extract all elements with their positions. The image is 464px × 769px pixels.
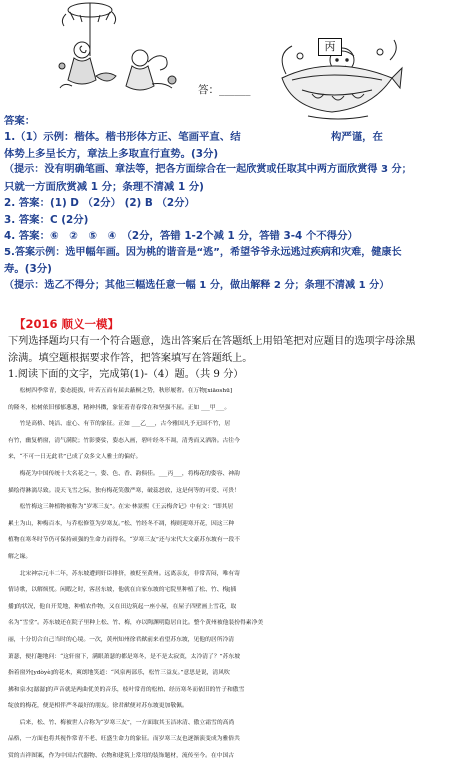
question-intro: 1.阅读下面的文字，完成第(1)-（4）题。（共 9 分） <box>8 369 244 380</box>
passage-line: 松树四季常青，姿态挺拔，叶若五而有届去蔽桐之势，秋形履奢。在万物[xiāoshū] <box>8 388 233 394</box>
answer-line-6: 3. 答案：C (2分) <box>4 213 89 226</box>
passage-line: 描绘得淋漓尽致。凌天飞雪之际，独有梅花笑傲严寒，破蕊怒放，这是何等的可爱、可贵！ <box>8 487 240 494</box>
passage-line: 来，“不可一日无此君”已成了众多文人雅士的偏好。 <box>8 454 142 461</box>
passage-line: 丽，十分切合自己当时的心境。一次，黄州知州徐君猷前来看望苏东坡，见他的居所冷清 <box>8 636 235 643</box>
passage-line: 有竹，幽复梢窗，清气满院；竹影婆娑，姿态入画，碧叶经冬不凋，清秀而又洒洛。古往今 <box>8 437 240 444</box>
passage-line: 绽放的梅花，便是相伴严冬最好的朋友。徐君猷便对苏东坡更加敬佩。 <box>8 703 188 710</box>
answer-line-10: （提示：选乙不得分；其他三幅选任意一幅 1 分，做出解释 2 分；条理不清减 1 分） <box>4 279 390 291</box>
passage-line: 情诗歌，以解烦忧。闲暇之时，客居东坡，他就在自家东坡的宅院里种植了松、竹、梅[插 <box>8 587 237 594</box>
answer-line-8: 5.答案示例：选甲幅年画。因为桃的谐音是“逃”，希望爷爷永远逃过疾病和灾难，健康长 <box>4 246 402 258</box>
answer-line-7: 4. 答案：⑥ ② ⑤ ④ （2分，答错 1-2个减 1 分，答错 3-4 个不得分） <box>4 230 358 242</box>
children-playing-drawing <box>52 0 192 96</box>
answer-line-2: 体势上多呈长方，章法上多取直行直势。(3分) <box>4 147 219 160</box>
passage-line: 累土为山，种梅百本，与乔松修篁为岁寒友。”松、竹经冬不凋，梅则迎寒开花，因这三种 <box>8 520 235 527</box>
section-title: 【2016 顺义一模】 <box>14 317 120 331</box>
passage-line: 竹是高格、纯洁、虚心、有节的象征。正如 ___乙___，古今雅国凡予无国不竹，居 <box>8 421 231 428</box>
answer-line-4: 只就一方面欣赏减 1 分；条理不清减 1 分) <box>4 180 204 193</box>
passage-line: 解之缘。 <box>8 553 32 560</box>
answer-line-5: 2. 答案：(1) D （2分） (2) B （2分） <box>4 197 195 209</box>
passage-line: 后来，松、竹、梅被世人合称为“岁寒三友”，一方面取其玉洁冰清、傲立霜雪的高尚 <box>8 719 235 726</box>
passage-line: 松竹梅这三种植物被称为“岁寒三友”。在宋·林景熙《王云梅舍记》中有文：“即其居 <box>8 504 234 511</box>
passage-line: 萧瑟，便打趣地问：“这轩窗下，满眼萧瑟的都是寒冬，是不是太寂寞，太冷清了？”苏东坡 <box>8 653 241 660</box>
passage-line: 品格，一方面也将其视作常青不老、旺盛生命力的象征。而岁寒三友也逐渐演变成为雅俗共 <box>8 736 240 743</box>
passage-line: 名为“雪堂”。苏东坡还在院子里种上松、竹、梅，亦以陶渊明隐居自比。整个黄州被他装扮得素净美 <box>8 620 264 627</box>
instruction-line-2: 涂满。填空题根据要求作答，把答案填写在答题纸上。 <box>8 352 253 364</box>
reading-passage <box>8 383 458 765</box>
passage-line: 拂和泉水[潺潺]的声音就是两曲优美的音乐，枝叶常青的松柏、经历寒冬而依旧的竹子和傲雪 <box>8 686 245 693</box>
passage-line: 植物在寒冬时节仍可保持顽强的生命力而得名，“岁寒三友”还与宋代大文豪苏东坡有一段不 <box>8 537 241 544</box>
new-year-print-illustration-left <box>52 0 192 96</box>
passage-line: 赏的吉祥图案，作为中国古代器物、衣物和建筑上常用的装饰题材，流传至今。在中国古 <box>8 753 235 760</box>
passage-line: 播]的状况，他自开荒地，种植农作物，又在田边筑起一座小屋，在屋子四壁画上雪花，取 <box>8 603 237 610</box>
passage-line: 指着窗外[ydòyè]的花木，爽朗地笑道：“风泉两部乐，松竹三益友。”意思是说，清风吹 <box>8 670 230 677</box>
instruction-line-1: 下列选择题均只有一个符合题意，选出答案后在答题纸上用铅笔把对应题目的选项字母涂黑 <box>8 336 416 347</box>
passage-line: 的隆冬，松树依旧郁郁葱葱，精神抖擞，象征着青春常在和坚强不屈。正如 ___甲___。 <box>8 404 231 411</box>
passage-line: 梅花为中国传统十大名花之一，姿、色、香、韵俱佳。___丙___，将梅花的姿容、神韵 <box>8 470 240 477</box>
answer-prompt: 答：______ <box>198 84 251 96</box>
panel-label-box: 丙 <box>318 38 342 56</box>
answer-line-1: 1.（1）示例：楷体。楷书形体方正、笔画平直、结 构严谨，在 <box>4 131 383 143</box>
answer-line-9: 寿。(3分) <box>4 263 52 275</box>
answer-line-3: （提示：没有明确笔画、章法等，把各方面综合在一起欣赏或任取其中两方面欣赏得 3 分； <box>4 164 412 175</box>
answer-heading: 答案： <box>4 115 36 127</box>
passage-line: 北宋神宗元丰二年，苏东坡遭到奸臣排挤，被贬至黄州。远离亲友，非常苦闷，唯有寄 <box>8 570 240 577</box>
